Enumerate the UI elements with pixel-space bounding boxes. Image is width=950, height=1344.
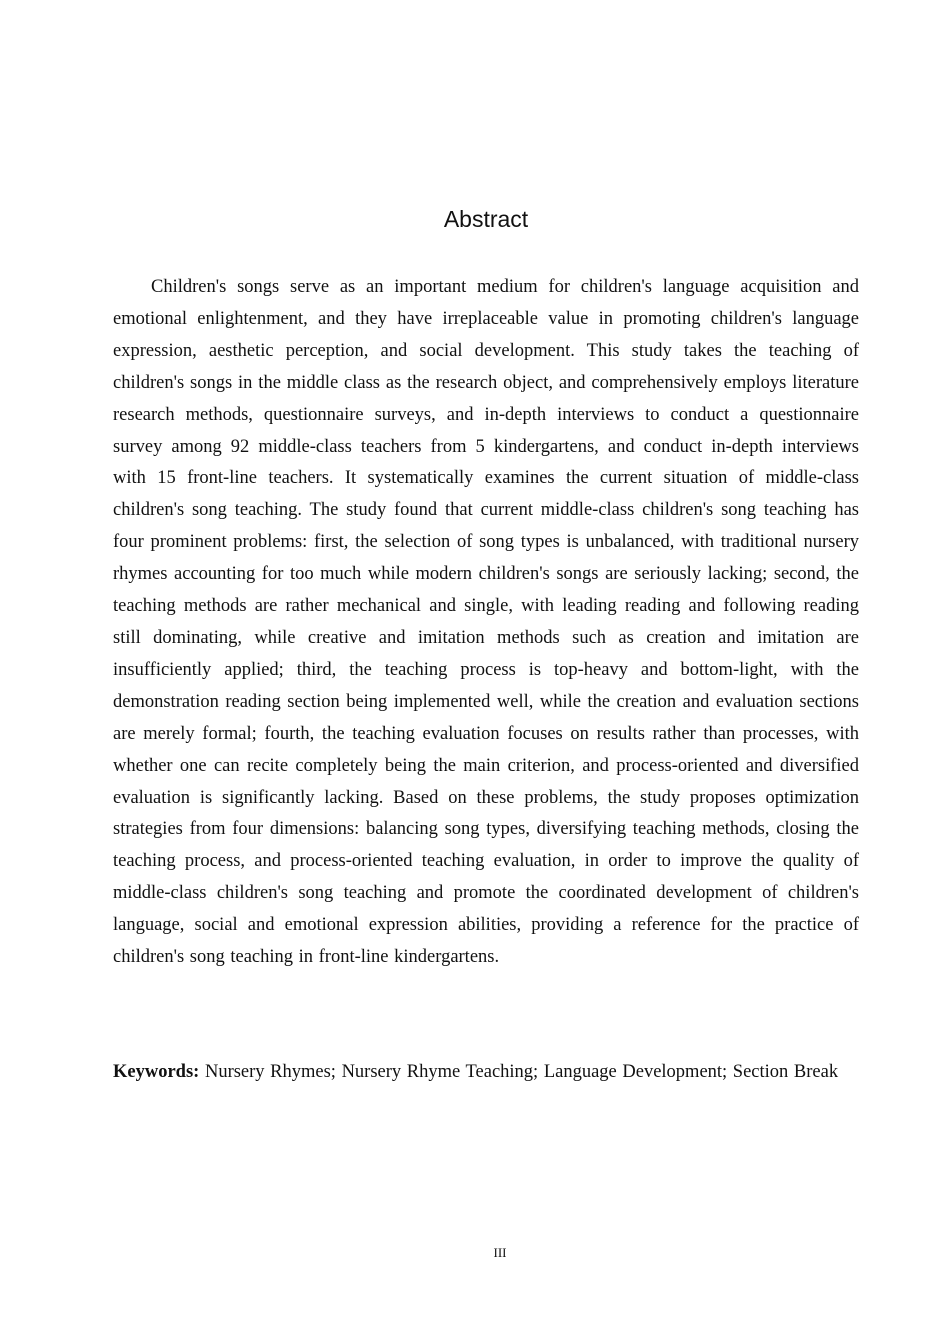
keywords-label: Keywords: xyxy=(113,1062,200,1082)
abstract-paragraph: Children's songs serve as an important medium for children's language acquisition and emotional enlightenment, and they have irreplaceable value in promoting children's language expression, aesthetic perception, and social development. This study takes the teaching of children's songs in the middle class as the research object, and comprehensively employs literature research methods, questionnaire surveys, and in-depth interviews to conduct a questionnaire survey among 92 middle-class teachers from 5 kindergartens, and conduct in-depth interviews with 15 front-line teachers. It systematically examines the current situation of middle-class children's song teaching. The study found that current middle-class children's song teaching has four prominent problems: first, the selection of song types is unbalanced, with traditional nursery rhymes accounting for too much while modern children's songs are seriously lacking; second, the teaching methods are rather mechanical and single, with leading reading and following reading still dominating, while creative and imitation methods such as creation and imitation are insufficiently applied; third, the teaching process is top-heavy and bottom-light, with the demonstration reading section being implemented well, while the creation and evaluation sections are merely formal; fourth, the teaching evaluation focuses on results rather than processes, with whether one can recite completely being the main criterion, and process-oriented and diversified evaluation is significantly lacking. Based on these problems, the study proposes optimization strategies from four dimensions: balancing song types, diversifying teaching methods, closing the teaching process, and process-oriented teaching evaluation, in order to improve the quality of middle-class children's song teaching and promote the coordinated development of children's language, social and emotional expression abilities, providing a reference for the practice of children's song teaching in front-line kindergartens. xyxy=(113,277,859,968)
keywords-text: Nursery Rhymes; Nursery Rhyme Teaching; Language Development; Section Break xyxy=(199,1062,839,1082)
page-number: III xyxy=(493,1245,507,1260)
page-title: Abstract xyxy=(443,206,529,232)
keywords-line xyxy=(113,1057,859,1089)
